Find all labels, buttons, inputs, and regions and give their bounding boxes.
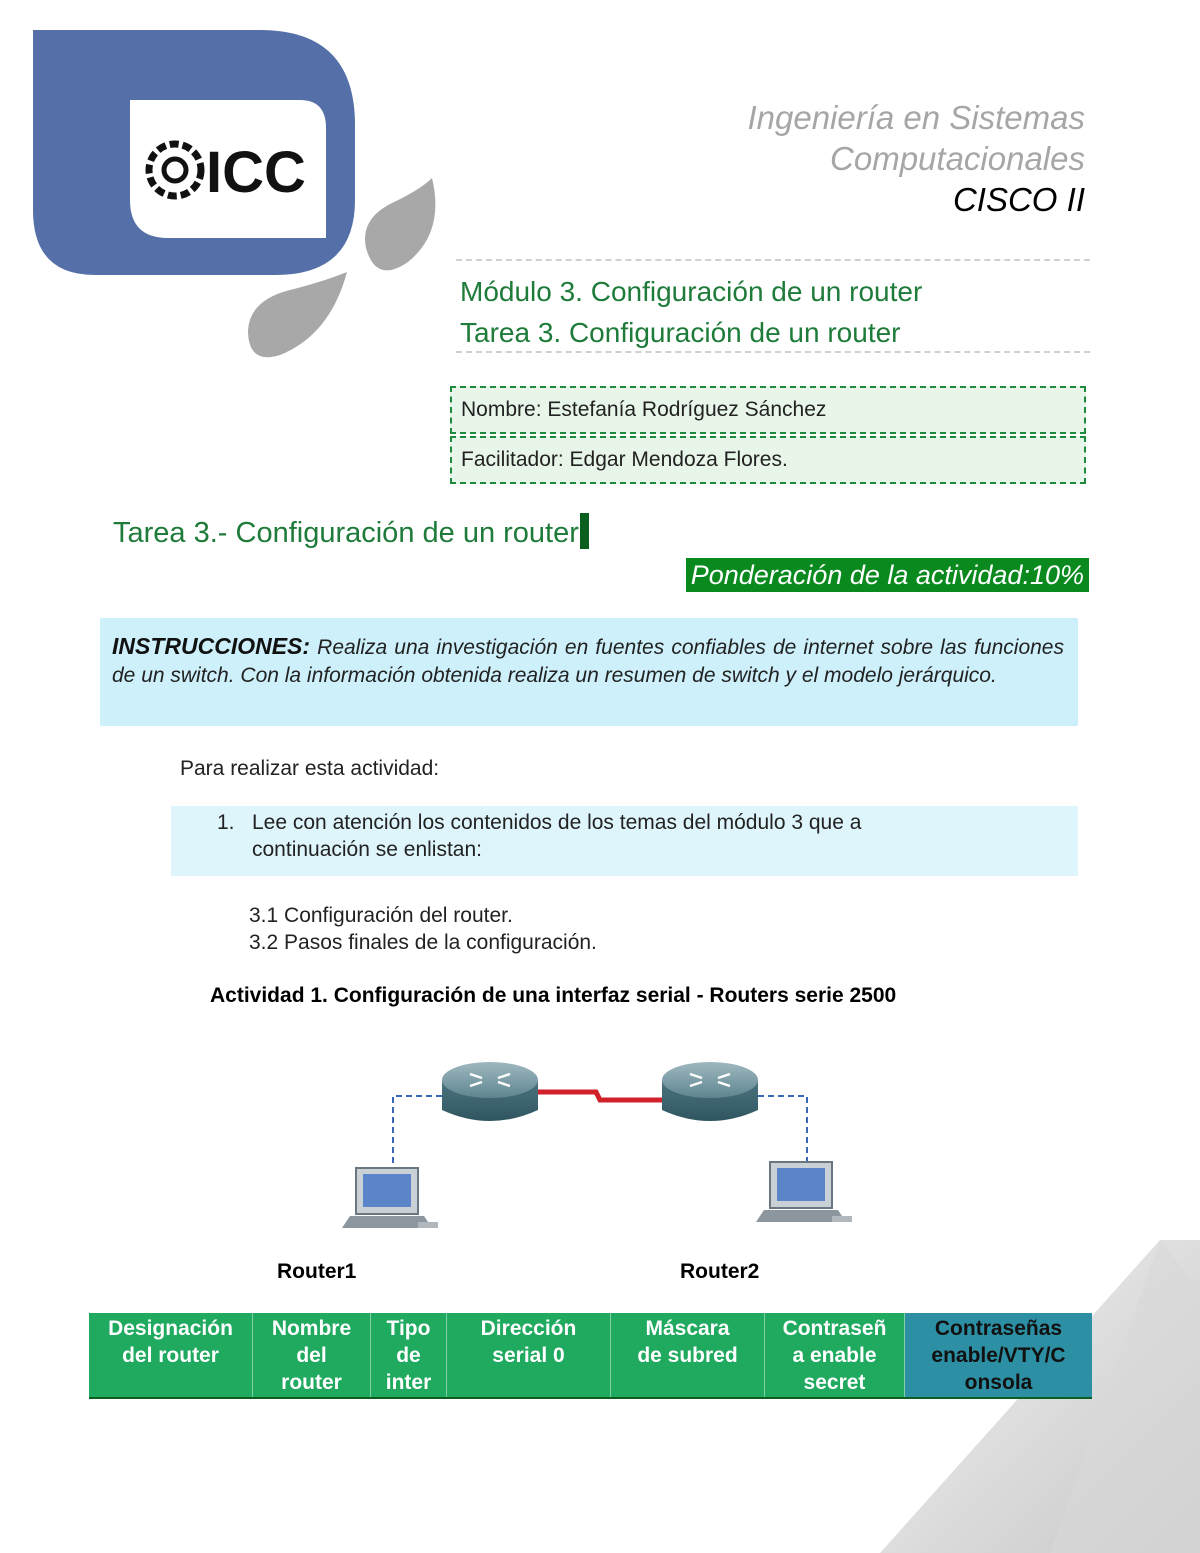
activity-title: Actividad 1. Configuración de una interfaz serial - Routers serie 2500 bbox=[210, 984, 897, 1007]
table-header-cell: Contraseñ a enable secret bbox=[765, 1313, 905, 1397]
table-header-cell: Máscara de subred bbox=[611, 1313, 765, 1397]
instructions-text: Realiza una investigación en fuentes confiables de internet sobre las funciones de un switch. Con la información obtenida realiza un resumen de switch y el modelo jerárquico. bbox=[112, 636, 1064, 687]
instructions-box bbox=[100, 618, 1078, 726]
step-list bbox=[171, 806, 1078, 876]
computer-icon bbox=[756, 1162, 852, 1222]
router2-icon bbox=[662, 1062, 758, 1121]
text-cursor bbox=[580, 513, 589, 549]
divider bbox=[456, 259, 1090, 261]
router2-label: Router2 bbox=[680, 1260, 760, 1283]
table-header-cell: Designación del router bbox=[89, 1313, 253, 1397]
router1-icon bbox=[442, 1062, 538, 1121]
module-title: Módulo 3. Configuración de un router bbox=[460, 276, 923, 307]
topic-item: 3.2 Pasos finales de la configuración. bbox=[249, 931, 597, 954]
program-name-line1: Ingeniería en Sistemas bbox=[747, 99, 1085, 136]
network-diagram bbox=[320, 1050, 880, 1250]
computer-icon bbox=[342, 1168, 438, 1228]
table-header-cell: Tipo de inter bbox=[371, 1313, 447, 1397]
activity-weight-badge: Ponderación de la actividad:10% bbox=[686, 558, 1089, 592]
intro-text: Para realizar esta actividad: bbox=[180, 757, 440, 780]
program-name-line2: Computacionales bbox=[830, 140, 1085, 177]
module-task: Tarea 3. Configuración de un router bbox=[460, 317, 901, 348]
brand-logo bbox=[0, 0, 460, 370]
table-header-cell: Nombre del router bbox=[253, 1313, 371, 1397]
router1-label: Router1 bbox=[277, 1260, 357, 1283]
task-title bbox=[113, 512, 589, 554]
table-header-cell: Dirección serial 0 bbox=[447, 1313, 611, 1397]
step-number: 1. bbox=[217, 811, 235, 834]
router-config-table-header bbox=[89, 1313, 1092, 1399]
step-text-line2: continuación se enlistan: bbox=[252, 838, 482, 861]
facilitator-name: Facilitador: Edgar Mendoza Flores. bbox=[450, 436, 1086, 484]
logo-text: ICC bbox=[206, 140, 306, 205]
student-name: Nombre: Estefanía Rodríguez Sánchez bbox=[450, 386, 1086, 434]
task-title-text: Tarea 3.- Configuración de un router bbox=[113, 517, 579, 549]
topic-item: 3.1 Configuración del router. bbox=[249, 904, 513, 927]
divider bbox=[456, 351, 1090, 353]
table-header-cell: Contraseñas enable/VTY/C onsola bbox=[905, 1313, 1092, 1397]
serial-link bbox=[538, 1092, 664, 1100]
course-name: CISCO II bbox=[952, 181, 1085, 218]
step-text-line1: Lee con atención los contenidos de los temas del módulo 3 que a bbox=[252, 811, 862, 834]
instructions-label: INSTRUCCIONES: bbox=[112, 633, 311, 659]
